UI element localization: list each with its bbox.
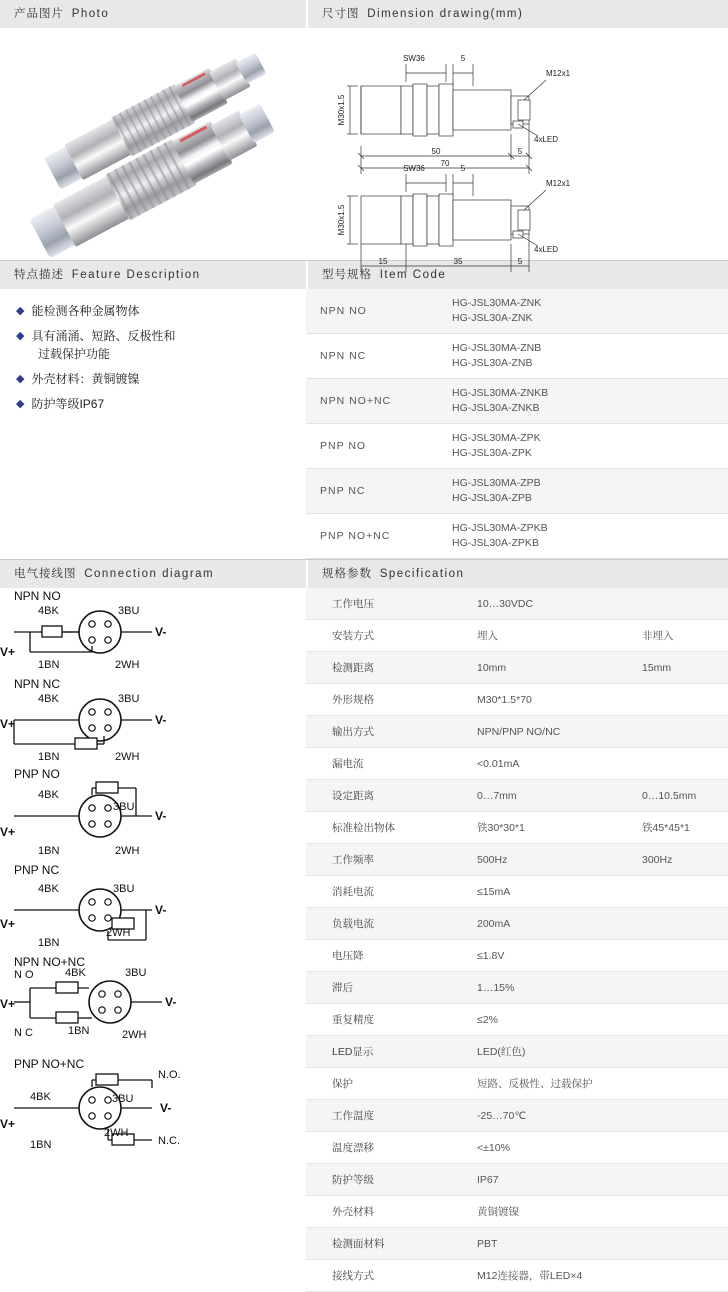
content-row-3 xyxy=(0,588,728,1292)
spec-value-1: 1…15% xyxy=(463,972,628,1004)
spec-value-2 xyxy=(628,1164,728,1196)
table-row xyxy=(306,684,728,716)
section-header-dimension xyxy=(306,0,728,28)
table-row xyxy=(306,1036,728,1068)
spec-value-1: NPN/PNP NO/NC xyxy=(463,716,628,748)
conn-no-label-5: N O xyxy=(14,969,34,981)
spec-value-2: 铁45*45*1 xyxy=(628,812,728,844)
item-code-line: HG-JSL30A-ZPB xyxy=(452,492,532,504)
table-row xyxy=(306,424,728,469)
conn-title-pnp-nc: PNP NC xyxy=(14,863,60,877)
table-row xyxy=(306,469,728,514)
dim-bottom-5-label: 5 xyxy=(517,257,523,266)
item-code-values xyxy=(438,379,728,424)
conn-bk-label-6: 4BK xyxy=(30,1091,51,1103)
spec-table xyxy=(306,588,728,1292)
spec-value-2: 300Hz xyxy=(628,844,728,876)
spec-key: 安装方式 xyxy=(306,620,463,652)
spec-value-1: ≤2% xyxy=(463,1004,628,1036)
item-code-line: HG-JSL30MA-ZNK xyxy=(452,297,542,309)
table-row xyxy=(306,334,728,379)
dim-top-70-label: 70 xyxy=(440,159,450,168)
spec-value-2 xyxy=(628,748,728,780)
spec-key: 温度漂移 xyxy=(306,1132,463,1164)
dim-top-led-label: 4xLED xyxy=(534,135,559,144)
dim-bottom-led-label: 4xLED xyxy=(534,245,559,254)
feature-item-label: 能检测各种金属物体 xyxy=(31,304,140,318)
dim-bottom-connector-label: M12x1 xyxy=(546,179,571,188)
spec-value-1: 500Hz xyxy=(463,844,628,876)
spec-value-2 xyxy=(628,1196,728,1228)
table-row xyxy=(306,588,728,620)
dim-top-sw-label: SW36 xyxy=(403,54,425,63)
conn-bk-label-3: 4BK xyxy=(38,789,59,801)
table-row xyxy=(306,972,728,1004)
item-code-name: PNP NO+NC xyxy=(306,514,438,559)
spec-value-2 xyxy=(628,972,728,1004)
item-code-line: HG-JSL30A-ZNK xyxy=(452,312,533,324)
diamond-bullet-icon: ◆ xyxy=(16,305,25,317)
section-header-connection-en: Connection diagram xyxy=(84,568,215,580)
spec-key: 工作电压 xyxy=(306,588,463,620)
item-code-values xyxy=(438,469,728,514)
conn-vplus-6: V+ xyxy=(0,1117,16,1131)
item-code-line: HG-JSL30A-ZPK xyxy=(452,447,532,459)
spec-key: 标准检出物体 xyxy=(306,812,463,844)
spec-value-1: -25…70℃ xyxy=(463,1100,628,1132)
header-row-1 xyxy=(0,0,728,28)
section-header-dimension-cn: 尺寸图 xyxy=(322,8,360,20)
table-row xyxy=(306,876,728,908)
spec-key: LED显示 xyxy=(306,1036,463,1068)
spec-value-1: <±10% xyxy=(463,1132,628,1164)
spec-value-2 xyxy=(628,1100,728,1132)
item-code-values xyxy=(438,514,728,559)
table-row xyxy=(306,514,728,559)
feature-item-label: 防护等级IP67 xyxy=(31,397,105,411)
spec-key: 重复精度 xyxy=(306,1004,463,1036)
table-row xyxy=(306,716,728,748)
spec-value-2 xyxy=(628,1004,728,1036)
spec-value-1: ≤15mA xyxy=(463,876,628,908)
conn-wh-label-3: 2WH xyxy=(115,845,140,857)
table-row xyxy=(306,289,728,334)
conn-vplus-2: V+ xyxy=(0,717,16,731)
spec-key: 检测距离 xyxy=(306,652,463,684)
diamond-bullet-icon: ◆ xyxy=(16,330,25,342)
conn-bk-label-5: 4BK xyxy=(65,967,86,979)
section-header-feature xyxy=(0,261,306,289)
spec-value-2 xyxy=(628,908,728,940)
item-code-name: NPN NO xyxy=(306,289,438,334)
section-header-photo xyxy=(0,0,306,28)
item-code-line: HG-JSL30A-ZPKB xyxy=(452,537,539,549)
spec-value-1: 短路、反极性、过载保护 xyxy=(463,1068,728,1100)
spec-key: 漏电流 xyxy=(306,748,463,780)
conn-bn-label-5: 1BN xyxy=(68,1025,90,1037)
dimension-drawing xyxy=(306,28,728,266)
conn-bu-label-4: 3BU xyxy=(113,883,135,895)
spec-value-2 xyxy=(628,940,728,972)
dim-bottom-15-label: 15 xyxy=(378,257,388,266)
table-row xyxy=(306,908,728,940)
spec-key: 工作频率 xyxy=(306,844,463,876)
spec-key: 电压降 xyxy=(306,940,463,972)
conn-bn-label-1: 1BN xyxy=(38,659,60,671)
product-photo xyxy=(0,28,306,260)
dimension-drawing-svg xyxy=(306,28,728,266)
dim-top-50-label: 50 xyxy=(431,147,441,156)
conn-vplus-5: V+ xyxy=(0,997,16,1011)
section-header-connection xyxy=(0,560,306,588)
conn-bu-label-2: 3BU xyxy=(118,693,140,705)
table-row xyxy=(306,1132,728,1164)
conn-title-npn-nonc: NPN NO+NC xyxy=(14,955,86,969)
content-row-1 xyxy=(0,28,728,266)
spec-key: 输出方式 xyxy=(306,716,463,748)
item-code-values xyxy=(438,289,728,334)
conn-wh-label-2: 2WH xyxy=(115,751,140,763)
spec-value-1: ≤1.8V xyxy=(463,940,628,972)
table-row xyxy=(306,379,728,424)
conn-bu-label-1: 3BU xyxy=(118,605,140,617)
spec-value-1: M12连接器，带LED×4 xyxy=(463,1260,728,1292)
conn-bu-label-6: 3BU xyxy=(112,1093,134,1105)
conn-vplus-4: V+ xyxy=(0,917,16,931)
conn-vminus-2: V- xyxy=(155,713,167,727)
item-code-table-wrap xyxy=(306,289,728,559)
dim-bottom-sw-label: SW36 xyxy=(403,164,425,173)
conn-wh-label-4: 2WH xyxy=(106,927,131,939)
item-code-line: HG-JSL30MA-ZNB xyxy=(452,342,542,354)
section-header-specification-en: Specification xyxy=(379,568,465,580)
item-code-table xyxy=(306,289,728,559)
item-code-line: HG-JSL30A-ZNKB xyxy=(452,402,540,414)
spec-value-1: LED(红色) xyxy=(463,1036,628,1068)
spec-value-2 xyxy=(628,876,728,908)
item-code-name: PNP NC xyxy=(306,469,438,514)
spec-value-1: IP67 xyxy=(463,1164,628,1196)
spec-value-1: PBT xyxy=(463,1228,628,1260)
dim-top-thread-label: M30x1.5 xyxy=(337,94,346,126)
feature-item-label: 具有涌涌、短路、反极性和 xyxy=(31,329,176,343)
section-header-photo-cn: 产品图片 xyxy=(14,8,64,20)
spec-value-1: 10…30VDC xyxy=(463,588,628,620)
item-code-name: PNP NO xyxy=(306,424,438,469)
diamond-bullet-icon: ◆ xyxy=(16,373,25,385)
table-row xyxy=(306,844,728,876)
spec-value-1: <0.01mA xyxy=(463,748,628,780)
table-row xyxy=(306,620,728,652)
conn-wh-label-5: 2WH xyxy=(122,1029,147,1041)
item-code-line: HG-JSL30MA-ZNKB xyxy=(452,387,549,399)
conn-bn-label-4: 1BN xyxy=(38,937,60,949)
spec-key: 防护等级 xyxy=(306,1164,463,1196)
spec-key: 外壳材料 xyxy=(306,1196,463,1228)
section-header-photo-en: Photo xyxy=(71,8,110,20)
conn-wh-label-1: 2WH xyxy=(115,659,140,671)
dim-top-5-label: 5 xyxy=(517,147,523,156)
section-header-dimension-en: Dimension drawing(mm) xyxy=(367,8,524,20)
spec-value-2 xyxy=(628,716,728,748)
conn-vminus-4: V- xyxy=(155,903,167,917)
diamond-bullet-icon: ◆ xyxy=(16,398,25,410)
conn-bn-label-3: 1BN xyxy=(38,845,60,857)
section-header-itemcode-en: Item Code xyxy=(379,269,447,281)
item-code-name: NPN NO+NC xyxy=(306,379,438,424)
conn-no-label-6: N.O. xyxy=(158,1069,181,1081)
spec-key: 保护 xyxy=(306,1068,463,1100)
conn-title-npn-no: NPN NO xyxy=(14,589,61,603)
table-row xyxy=(306,780,728,812)
table-row xyxy=(306,1100,728,1132)
table-row xyxy=(306,1068,728,1100)
conn-bk-label-2: 4BK xyxy=(38,693,59,705)
conn-bn-label-2: 1BN xyxy=(38,751,60,763)
item-code-line: HG-JSL30A-ZNB xyxy=(452,357,533,369)
spec-value-1: 铁30*30*1 xyxy=(463,812,628,844)
header-row-3 xyxy=(0,560,728,588)
spec-value-2 xyxy=(628,588,728,620)
feature-item xyxy=(16,328,306,344)
spec-value-2 xyxy=(628,684,728,716)
dim-top-gap-label: 5 xyxy=(460,54,466,63)
conn-bn-label-6: 1BN xyxy=(30,1139,52,1151)
table-row xyxy=(306,652,728,684)
spec-value-2 xyxy=(628,1228,728,1260)
spec-value-1: 200mA xyxy=(463,908,628,940)
spec-key: 外形规格 xyxy=(306,684,463,716)
section-header-specification-cn: 规格参数 xyxy=(322,568,372,580)
section-header-connection-cn: 电气接线图 xyxy=(14,568,77,580)
spec-value-2: 非埋入 xyxy=(628,620,728,652)
item-code-name: NPN NC xyxy=(306,334,438,379)
item-code-line: HG-JSL30MA-ZPK xyxy=(452,432,541,444)
table-row xyxy=(306,1260,728,1292)
spec-key: 滞后 xyxy=(306,972,463,1004)
spec-value-2: 15mm xyxy=(628,652,728,684)
conn-vminus-3: V- xyxy=(155,809,167,823)
connection-diagrams xyxy=(0,588,306,1292)
feature-item-continuation: 过载保护功能 xyxy=(38,347,111,361)
spec-key: 设定距离 xyxy=(306,780,463,812)
connection-diagrams-svg xyxy=(0,588,306,1208)
spec-value-1: M30*1.5*70 xyxy=(463,684,628,716)
spec-key: 检测面材料 xyxy=(306,1228,463,1260)
conn-bu-label-3: 3BU xyxy=(113,801,135,813)
section-header-specification xyxy=(306,560,728,588)
feature-item xyxy=(16,303,306,319)
spec-value-1: 10mm xyxy=(463,652,628,684)
table-row xyxy=(306,1164,728,1196)
spec-key: 接线方式 xyxy=(306,1260,463,1292)
content-row-2 xyxy=(0,289,728,559)
conn-bk-label-4: 4BK xyxy=(38,883,59,895)
spec-table-wrap xyxy=(306,588,728,1292)
header-row-2 xyxy=(0,261,728,289)
dim-bottom-35-label: 35 xyxy=(453,257,463,266)
table-row xyxy=(306,1196,728,1228)
spec-key: 负载电流 xyxy=(306,908,463,940)
dim-bottom-gap-label: 5 xyxy=(460,164,466,173)
spec-value-2 xyxy=(628,1132,728,1164)
conn-vplus-3: V+ xyxy=(0,825,16,839)
section-header-feature-cn: 特点描述 xyxy=(14,269,64,281)
conn-title-pnp-no: PNP NO xyxy=(14,767,60,781)
item-code-line: HG-JSL30MA-ZPKB xyxy=(452,522,548,534)
conn-bu-label-5: 3BU xyxy=(125,967,147,979)
table-row xyxy=(306,1004,728,1036)
conn-nc-label-5: N C xyxy=(14,1027,33,1039)
conn-bk-label-1: 4BK xyxy=(38,605,59,617)
conn-nc-label-6: N.C. xyxy=(158,1135,180,1147)
section-header-itemcode-cn: 型号规格 xyxy=(322,269,372,281)
conn-vplus-1: V+ xyxy=(0,645,16,659)
spec-value-1: 黄铜镀镍 xyxy=(463,1196,628,1228)
spec-value-2: 0…10.5mm xyxy=(628,780,728,812)
feature-item xyxy=(16,371,306,387)
spec-value-1: 0…7mm xyxy=(463,780,628,812)
dim-bottom-thread-label: M30x1.5 xyxy=(337,204,346,236)
conn-vminus-6: V- xyxy=(160,1101,172,1115)
conn-title-pnp-nonc: PNP NO+NC xyxy=(14,1057,85,1071)
table-row xyxy=(306,940,728,972)
table-row xyxy=(306,812,728,844)
spec-key: 工作温度 xyxy=(306,1100,463,1132)
feature-item-label: 外壳材料：黄铜镀镍 xyxy=(31,372,140,386)
item-code-values xyxy=(438,424,728,469)
spec-value-1: 埋入 xyxy=(463,620,628,652)
table-row xyxy=(306,1228,728,1260)
feature-item xyxy=(16,396,306,412)
conn-title-npn-nc: NPN NC xyxy=(14,677,61,691)
spec-key: 消耗电流 xyxy=(306,876,463,908)
conn-vminus-5: V- xyxy=(165,995,177,1009)
spec-value-2 xyxy=(628,1036,728,1068)
feature-list xyxy=(0,289,306,559)
item-code-line: HG-JSL30MA-ZPB xyxy=(452,477,541,489)
conn-vminus-1: V- xyxy=(155,625,167,639)
section-header-feature-en: Feature Description xyxy=(71,269,201,281)
conn-wh-label-6: 2WH xyxy=(104,1127,129,1139)
product-photo-illustration xyxy=(0,28,306,260)
table-row xyxy=(306,748,728,780)
dim-top-connector-label: M12x1 xyxy=(546,69,571,78)
item-code-values xyxy=(438,334,728,379)
